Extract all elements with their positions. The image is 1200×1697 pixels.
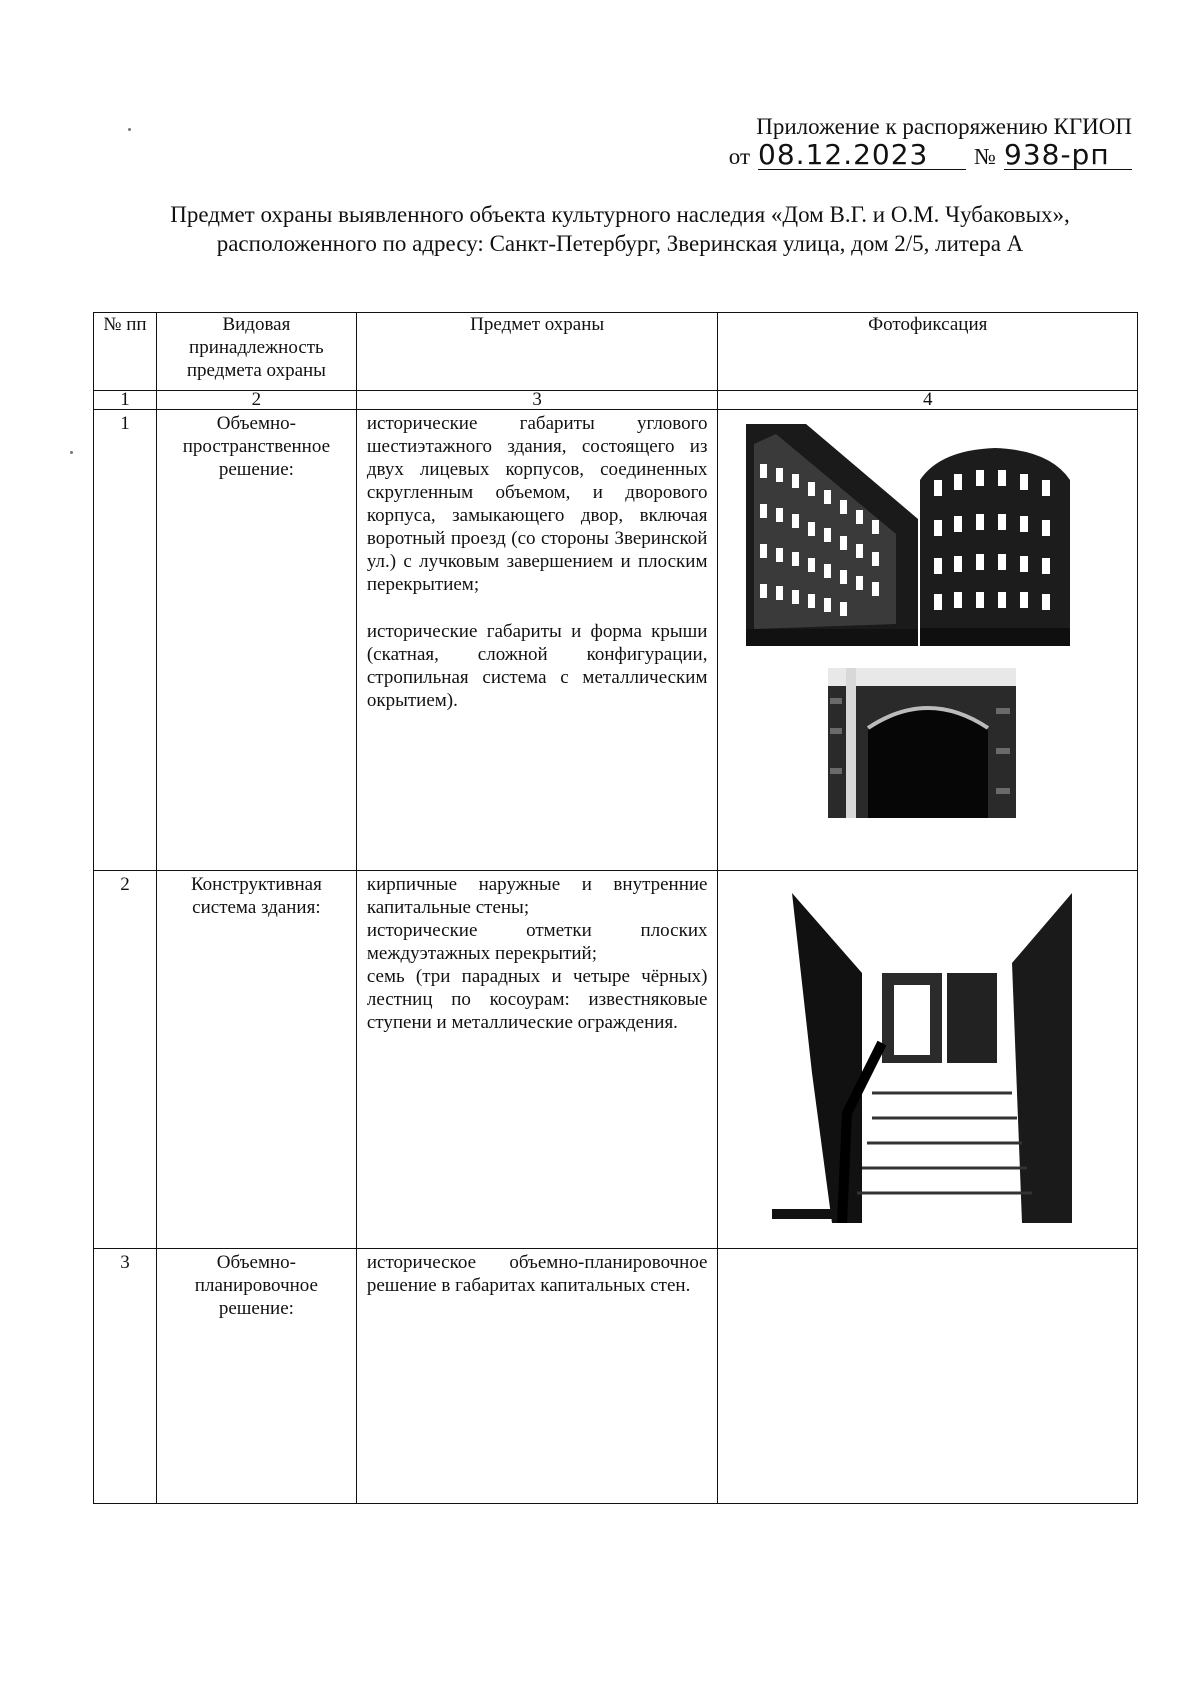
- title-line-2: расположенного по адресу: Санкт-Петербург, Зверинская улица, дом 2/5, литера А: [216, 231, 1024, 256]
- column-number-row: [94, 391, 1138, 410]
- subject-paragraph: кирпичные наружные и внутренние капитальные стены;: [366, 874, 708, 918]
- row-photo-cell: [718, 410, 1138, 871]
- subject-paragraph: исторические габариты углового шестиэтажного здания, состоящего из двух лицевых корпусов, соединенных скругленным объемом, и дворового корпуса, замыкающего двор, включая воротный проезд (со стороны Зверинской ул.) с лучковым завершением и плоским перекрытием;: [366, 413, 708, 595]
- row-subject: [356, 410, 718, 871]
- row-number: 1: [94, 410, 157, 871]
- table-row: [94, 871, 1138, 1249]
- document-title: [100, 200, 1140, 258]
- column-number: 4: [718, 391, 1138, 410]
- row-subject: [356, 871, 718, 1249]
- annex-header: [712, 112, 1132, 171]
- column-number: 1: [94, 391, 157, 410]
- row-kind: Объемно-планировочное решение:: [156, 1249, 356, 1504]
- column-number: 2: [156, 391, 356, 410]
- facade-photo-left: [746, 424, 918, 646]
- header-photo: Фотофиксация: [718, 313, 1138, 391]
- title-line-1: Предмет охраны выявленного объекта культурного наследия «Дом В.Г. и О.М. Чубаковых»,: [170, 202, 1070, 227]
- row-kind: Конструктивная система здания:: [156, 871, 356, 1249]
- annex-date-number: [712, 138, 1132, 171]
- number-label: №: [974, 144, 996, 169]
- annex-line: Приложение к распоряжению КГИОП: [756, 114, 1132, 139]
- row-photo-cell: [718, 871, 1138, 1249]
- table-row: [94, 410, 1138, 871]
- header-number: № пп: [94, 313, 157, 391]
- table-header-row: [94, 313, 1138, 391]
- header-kind: Видовая принадлежность предмета охраны: [156, 313, 356, 391]
- row-number: 2: [94, 871, 157, 1249]
- staircase-photo: [772, 893, 1072, 1223]
- handwritten-number: 938-рп: [1004, 141, 1132, 170]
- table-row: [94, 1249, 1138, 1504]
- header-subject: Предмет охраны: [356, 313, 718, 391]
- from-label: от: [728, 144, 751, 169]
- subject-paragraph: исторические отметки плоских междуэтажных перекрытий;: [366, 920, 708, 964]
- row-photo-cell: [718, 1249, 1138, 1504]
- row-kind: Объемно-пространственное решение:: [156, 410, 356, 871]
- gateway-photo: [828, 668, 1016, 818]
- handwritten-date: 08.12.2023: [758, 141, 966, 170]
- facade-photo-right: [920, 440, 1070, 646]
- protection-subject-table: [93, 312, 1138, 1504]
- subject-paragraph: семь (три парадных и четыре чёрных) лестниц по косоурам: известняковые ступени и металлические ограждения.: [366, 966, 708, 1033]
- row-number: 3: [94, 1249, 157, 1504]
- row-subject: [356, 1249, 718, 1504]
- column-number: 3: [356, 391, 718, 410]
- subject-paragraph: историческое объемно-планировочное решение в габаритах капитальных стен.: [366, 1252, 708, 1296]
- subject-paragraph: исторические габариты и форма крыши (скатная, сложной конфигурации, стропильная система с металлическим окрытием).: [366, 621, 708, 711]
